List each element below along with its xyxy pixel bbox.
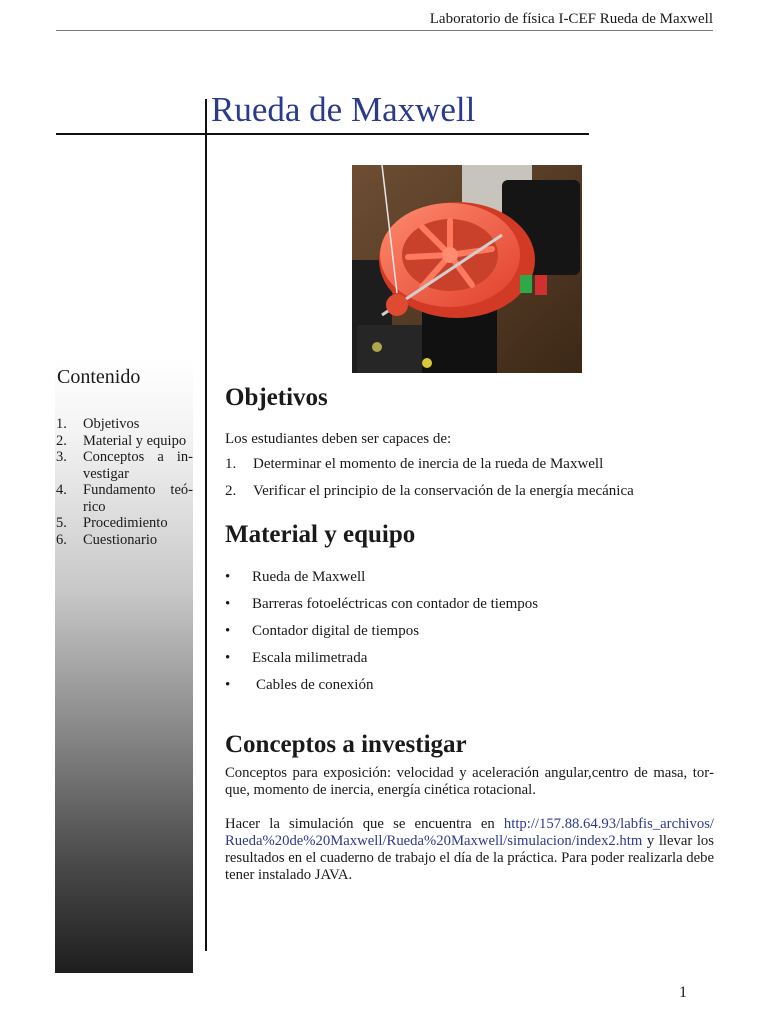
toc-item-number: 2. (56, 432, 67, 449)
toc-item-label: Material y equipo (83, 432, 187, 449)
toc-item-procedimiento[interactable] (55, 515, 193, 532)
conceptos-paragraph: Conceptos para exposición: velocidad y aceleración angular,centro de masa, torque, momento de inercia, energía cinética rotacional. (225, 765, 714, 798)
toc-heading: Contenido (57, 366, 141, 388)
simulation-link[interactable]: http://157.88.64.93/labfis_archivos/ Rueda%20de%20Maxwell/Rueda%20Maxwell/simulacion/index2.htm (225, 816, 714, 849)
list-item-text: Barreras fotoeléctricas con contador de tiempos (252, 596, 539, 612)
list-item (225, 569, 715, 596)
toc-item-label: Cuestionario (83, 531, 158, 548)
list-item-text: Contador digital de tiempos (252, 623, 420, 639)
section-heading-conceptos: Conceptos a investigar (225, 731, 467, 758)
list-item-text: Cables de conexión (256, 677, 374, 693)
list-item (225, 650, 715, 677)
paragraph-text: y llevar los resultados en el cuaderno de trabajo el día de la práctica. Para poder realizarla debe tener instalado JAVA. (225, 833, 714, 883)
list-item-number: 1. (225, 456, 237, 472)
toc-item-number: 6. (56, 531, 67, 548)
list-item (225, 456, 715, 483)
toc-item-number: 5. (56, 515, 67, 531)
list-item-text: Rueda de Maxwell (252, 569, 366, 585)
simulacion-paragraph (225, 816, 714, 884)
toc-item-label: Conceptos a investigar (83, 449, 193, 482)
list-item-text: Determinar el momento de inercia de la rueda de Maxwell (253, 456, 604, 472)
bullet-icon: • (225, 623, 231, 639)
bullet-icon: • (225, 677, 231, 693)
maxwell-wheel-photo (352, 165, 582, 373)
list-item-number: 2. (225, 483, 237, 499)
header-rule (56, 30, 713, 31)
paragraph-text: Hacer la simulación que se encuentra en (225, 816, 504, 832)
list-item (225, 677, 715, 704)
toc-item-objetivos[interactable] (55, 416, 193, 433)
material-list (225, 569, 715, 704)
page-number: 1 (679, 984, 687, 1001)
toc-item-number: 4. (56, 482, 67, 498)
page-title: Rueda de Maxwell (211, 90, 476, 129)
section-heading-objetivos: Objetivos (225, 384, 328, 411)
list-item-text: Verificar el principio de la conservación de la energía mecánica (253, 483, 634, 499)
title-rule (56, 133, 589, 135)
list-item (225, 596, 715, 623)
toc-item-label: Objetivos (83, 416, 140, 432)
list-item-text: Escala milimetrada (252, 650, 368, 666)
table-of-contents (55, 356, 193, 973)
section-heading-material: Material y equipo (225, 521, 416, 548)
toc-item-cuestionario[interactable] (55, 532, 193, 549)
running-header: Laboratorio de física I-CEF Rueda de Maxwell (429, 11, 713, 27)
bullet-icon: • (225, 596, 231, 612)
toc-item-label: Fundamento teórico (83, 482, 193, 515)
toc-item-material[interactable] (55, 433, 193, 450)
toc-item-label: Procedimiento (83, 515, 168, 531)
toc-item-number: 3. (56, 449, 67, 465)
list-item (225, 623, 715, 650)
objetivos-intro: Los estudiantes deben ser capaces de: (225, 431, 452, 447)
bullet-icon: • (225, 650, 231, 666)
toc-item-conceptos[interactable] (55, 449, 193, 482)
vertical-rule (205, 99, 207, 951)
toc-item-fundamento[interactable] (55, 482, 193, 515)
list-item (225, 483, 715, 510)
toc-list (55, 416, 193, 548)
objetivos-list (225, 456, 715, 510)
toc-item-number: 1. (56, 416, 67, 432)
bullet-icon: • (225, 569, 231, 585)
